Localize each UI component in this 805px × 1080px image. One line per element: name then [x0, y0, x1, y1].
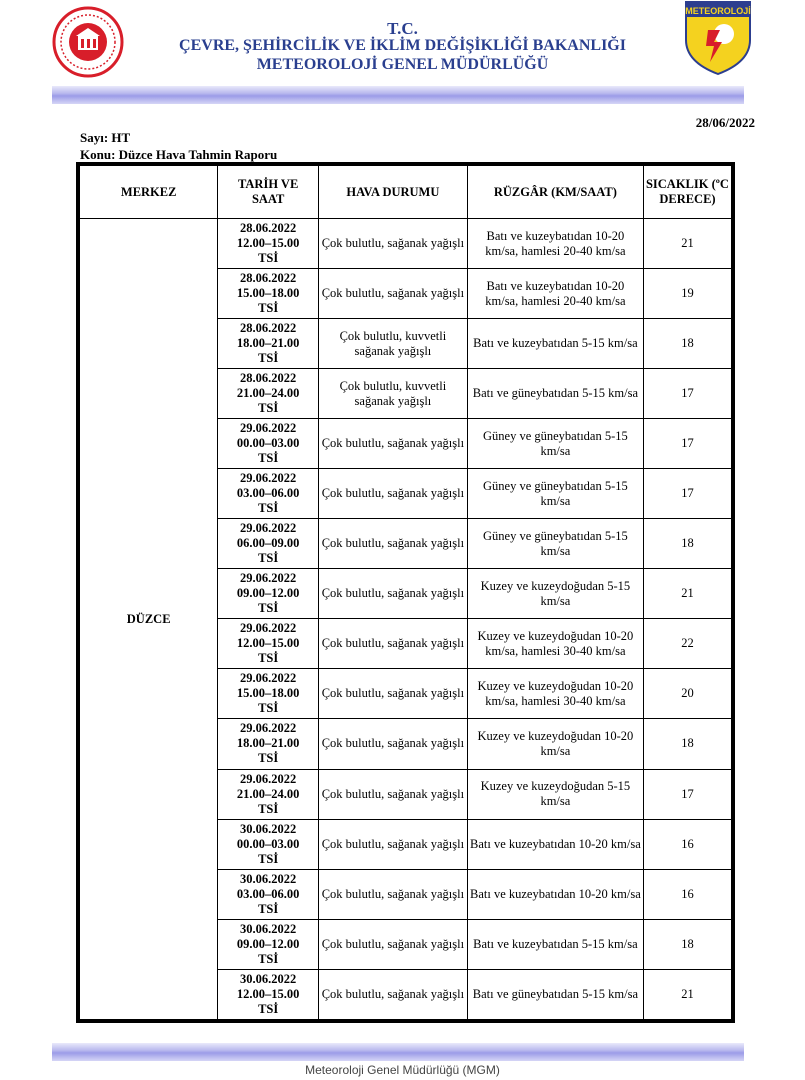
datetime-zone: TSİ: [258, 251, 279, 266]
wind-cell: Kuzey ve kuzeydoğudan 10-20 km/sa, hamlesi 30-40 km/sa: [467, 669, 643, 719]
datetime-time: 21.00–24.00: [236, 386, 300, 401]
wind-cell: Güney ve güneybatıdan 5-15 km/sa: [467, 469, 643, 519]
datetime-time: 09.00–12.00: [236, 586, 300, 601]
wind-cell: Batı ve kuzeybatıdan 10-20 km/sa: [467, 819, 643, 869]
temperature-cell: 17: [643, 769, 733, 819]
datetime-zone: TSİ: [258, 851, 279, 866]
datetime-zone: TSİ: [258, 501, 279, 516]
header-ministry: ÇEVRE, ŞEHİRCİLİK VE İKLİM DEĞİŞİKLİĞİ BAKANLIĞI: [179, 37, 626, 54]
wind-cell: Batı ve kuzeybatıdan 10-20 km/sa: [467, 869, 643, 919]
datetime-zone: TSİ: [258, 701, 279, 716]
datetime-zone: TSİ: [258, 351, 279, 366]
weather-cell: Çok bulutlu, sağanak yağışlı: [318, 219, 467, 269]
temperature-cell: 16: [643, 869, 733, 919]
weather-cell: Çok bulutlu, kuvvetli sağanak yağışlı: [318, 369, 467, 419]
temperature-cell: 21: [643, 569, 733, 619]
datetime-time: 12.00–15.00: [236, 986, 300, 1001]
datetime-zone: TSİ: [258, 601, 279, 616]
datetime-time: 12.00–15.00: [236, 236, 300, 251]
weather-cell: Çok bulutlu, sağanak yağışlı: [318, 819, 467, 869]
city-cell: DÜZCE: [78, 219, 218, 1022]
wind-cell: Batı ve güneybatıdan 5-15 km/sa: [467, 369, 643, 419]
datetime-zone: TSİ: [258, 401, 279, 416]
header-directorate: METEOROLOJİ GENEL MÜDÜRLÜĞÜ: [256, 56, 549, 73]
datetime-zone: TSİ: [258, 751, 279, 766]
datetime-date: 28.06.2022: [240, 221, 297, 236]
weather-cell: Çok bulutlu, sağanak yağışlı: [318, 569, 467, 619]
wind-cell: Batı ve güneybatıdan 5-15 km/sa: [467, 969, 643, 1021]
datetime-cell: [218, 819, 319, 869]
datetime-cell: [218, 519, 319, 569]
temperature-cell: 19: [643, 269, 733, 319]
datetime-time: 21.00–24.00: [236, 786, 300, 801]
datetime-date: 30.06.2022: [240, 971, 297, 986]
wind-cell: Batı ve kuzeybatıdan 10-20 km/sa, hamlesi 20-40 km/sa: [467, 219, 643, 269]
temperature-cell: 18: [643, 919, 733, 969]
datetime-cell: [218, 469, 319, 519]
datetime-zone: TSİ: [258, 1001, 279, 1016]
svg-text:METEOROLOJİ: METEOROLOJİ: [685, 6, 751, 16]
datetime-time: 15.00–18.00: [236, 286, 300, 301]
header-merkez: MERKEZ: [78, 164, 218, 219]
datetime-date: 28.06.2022: [240, 321, 297, 336]
datetime-zone: TSİ: [258, 951, 279, 966]
temperature-cell: 18: [643, 719, 733, 769]
weather-cell: Çok bulutlu, sağanak yağışlı: [318, 269, 467, 319]
temperature-cell: 17: [643, 369, 733, 419]
datetime-cell: [218, 769, 319, 819]
temperature-cell: 16: [643, 819, 733, 869]
datetime-cell: [218, 869, 319, 919]
datetime-cell: [218, 219, 319, 269]
datetime-date: 29.06.2022: [240, 671, 297, 686]
datetime-cell: [218, 369, 319, 419]
header-divider-band: [52, 86, 744, 104]
datetime-cell: [218, 569, 319, 619]
datetime-time: 12.00–15.00: [236, 636, 300, 651]
wind-cell: Batı ve kuzeybatıdan 10-20 km/sa, hamlesi 20-40 km/sa: [467, 269, 643, 319]
weather-cell: Çok bulutlu, sağanak yağışlı: [318, 769, 467, 819]
temperature-cell: 18: [643, 519, 733, 569]
temperature-cell: 17: [643, 419, 733, 469]
datetime-date: 29.06.2022: [240, 471, 297, 486]
weather-cell: Çok bulutlu, kuvvetli sağanak yağışlı: [318, 319, 467, 369]
datetime-time: 15.00–18.00: [236, 686, 300, 701]
temperature-cell: 18: [643, 319, 733, 369]
temperature-cell: 20: [643, 669, 733, 719]
wind-cell: Kuzey ve kuzeydoğudan 10-20 km/sa: [467, 719, 643, 769]
datetime-date: 28.06.2022: [240, 371, 297, 386]
header-sicaklik: SICAKLIK (ºC DERECE): [643, 164, 733, 219]
datetime-zone: TSİ: [258, 301, 279, 316]
datetime-date: 29.06.2022: [240, 571, 297, 586]
weather-cell: Çok bulutlu, sağanak yağışlı: [318, 869, 467, 919]
datetime-zone: TSİ: [258, 801, 279, 816]
header-ruzgar: RÜZGÂR (KM/SAAT): [467, 164, 643, 219]
datetime-cell: [218, 969, 319, 1021]
datetime-cell: [218, 669, 319, 719]
datetime-cell: [218, 719, 319, 769]
weather-cell: Çok bulutlu, sağanak yağışlı: [318, 669, 467, 719]
wind-cell: Kuzey ve kuzeydoğudan 5-15 km/sa: [467, 769, 643, 819]
report-subject: Konu: Düzce Hava Tahmin Raporu: [80, 147, 278, 162]
datetime-date: 29.06.2022: [240, 771, 297, 786]
datetime-date: 29.06.2022: [240, 721, 297, 736]
table-row: [78, 219, 733, 269]
weather-cell: Çok bulutlu, sağanak yağışlı: [318, 969, 467, 1021]
wind-cell: Batı ve kuzeybatıdan 5-15 km/sa: [467, 319, 643, 369]
datetime-date: 29.06.2022: [240, 621, 297, 636]
datetime-date: 28.06.2022: [240, 271, 297, 286]
datetime-time: 18.00–21.00: [236, 736, 300, 751]
wind-cell: Batı ve kuzeybatıdan 5-15 km/sa: [467, 919, 643, 969]
datetime-time: 00.00–03.00: [236, 436, 300, 451]
datetime-time: 09.00–12.00: [236, 936, 300, 951]
temperature-cell: 22: [643, 619, 733, 669]
wind-cell: Güney ve güneybatıdan 5-15 km/sa: [467, 419, 643, 469]
forecast-table-body: [78, 219, 733, 1022]
datetime-cell: [218, 619, 319, 669]
datetime-time: 00.00–03.00: [236, 836, 300, 851]
datetime-cell: [218, 919, 319, 969]
weather-cell: Çok bulutlu, sağanak yağışlı: [318, 519, 467, 569]
datetime-date: 30.06.2022: [240, 821, 297, 836]
header-hava-durumu: HAVA DURUMU: [318, 164, 467, 219]
wind-cell: Kuzey ve kuzeydoğudan 5-15 km/sa: [467, 569, 643, 619]
datetime-zone: TSİ: [258, 451, 279, 466]
temperature-cell: 21: [643, 219, 733, 269]
datetime-zone: TSİ: [258, 651, 279, 666]
header-tarih-saat: TARİH VE SAAT: [218, 164, 319, 219]
meteoroloji-shield-logo: [684, 0, 752, 76]
datetime-date: 29.06.2022: [240, 521, 297, 536]
footer-divider-band: [52, 1043, 744, 1061]
datetime-zone: TSİ: [258, 901, 279, 916]
wind-cell: Güney ve güneybatıdan 5-15 km/sa: [467, 519, 643, 569]
table-header-row: [78, 164, 733, 219]
datetime-time: 03.00–06.00: [236, 886, 300, 901]
datetime-cell: [218, 319, 319, 369]
temperature-cell: 21: [643, 969, 733, 1021]
datetime-time: 18.00–21.00: [236, 336, 300, 351]
weather-cell: Çok bulutlu, sağanak yağışlı: [318, 719, 467, 769]
forecast-table: [76, 162, 735, 1023]
header-tc: T.C.: [387, 19, 418, 38]
weather-cell: Çok bulutlu, sağanak yağışlı: [318, 919, 467, 969]
datetime-zone: TSİ: [258, 551, 279, 566]
report-date: 28/06/2022: [695, 115, 755, 130]
datetime-time: 03.00–06.00: [236, 486, 300, 501]
datetime-date: 30.06.2022: [240, 921, 297, 936]
weather-cell: Çok bulutlu, sağanak yağışlı: [318, 619, 467, 669]
datetime-cell: [218, 269, 319, 319]
wind-cell: Kuzey ve kuzeydoğudan 10-20 km/sa, hamlesi 30-40 km/sa: [467, 619, 643, 669]
datetime-time: 06.00–09.00: [236, 536, 300, 551]
footer-organization: Meteoroloji Genel Müdürlüğü (MGM): [305, 1063, 500, 1077]
temperature-cell: 17: [643, 469, 733, 519]
datetime-date: 29.06.2022: [240, 421, 297, 436]
report-number: Sayı: HT: [80, 130, 131, 145]
weather-cell: Çok bulutlu, sağanak yağışlı: [318, 469, 467, 519]
datetime-date: 30.06.2022: [240, 871, 297, 886]
datetime-cell: [218, 419, 319, 469]
weather-cell: Çok bulutlu, sağanak yağışlı: [318, 419, 467, 469]
